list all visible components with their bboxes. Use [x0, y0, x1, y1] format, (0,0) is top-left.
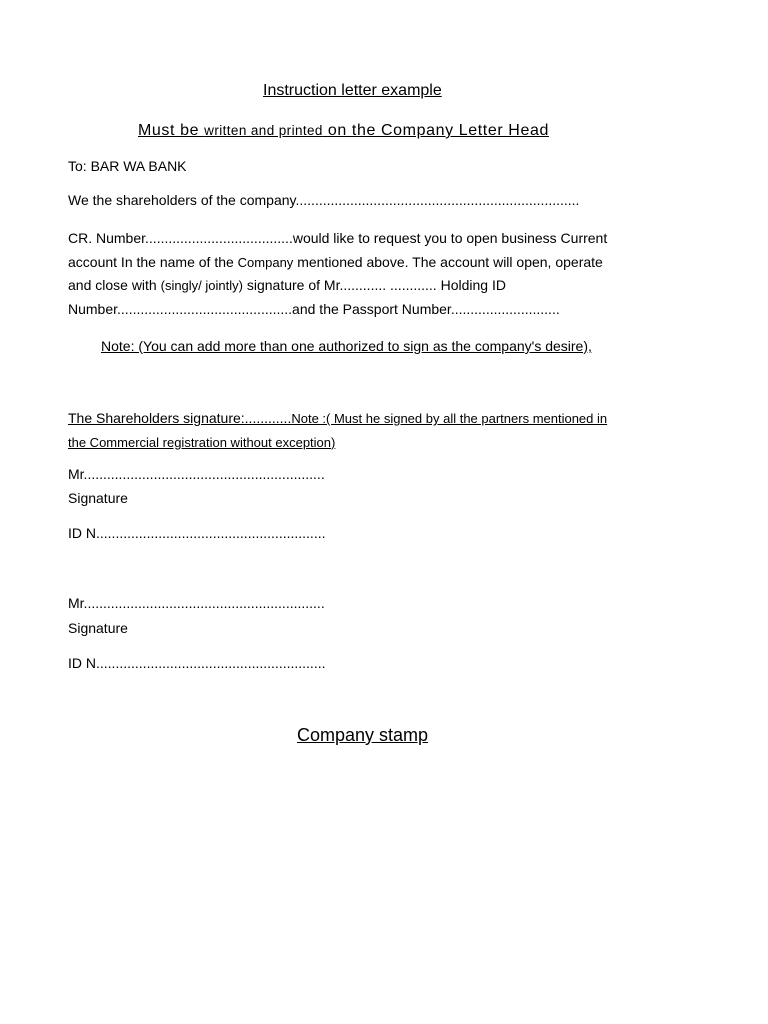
- signatory-2-signature: Signature: [68, 620, 128, 636]
- paragraph-line-3: [68, 274, 688, 298]
- subtitle-part-1: Must be: [138, 122, 205, 139]
- signatory-1-signature: Signature: [68, 490, 128, 506]
- signature-note-block: [68, 407, 688, 454]
- recipient-line: To: BAR WA BANK: [68, 158, 187, 174]
- signature-note-text-1: Note :( Must he signed by all the partners mentioned in: [291, 411, 608, 426]
- paragraph-line-3a: and close with: [68, 277, 161, 293]
- shareholders-line: We the shareholders of the company.........................................................................: [68, 192, 580, 208]
- request-paragraph: [68, 227, 688, 321]
- paragraph-line-2c: mentioned above. The account will open, operate: [293, 253, 603, 270]
- signature-note-line-1: [68, 407, 688, 431]
- paragraph-line-4: Number.............................................and the Passport Number............................: [68, 300, 560, 317]
- paragraph-line-2: [68, 251, 688, 275]
- paragraph-line-2a: account In the name of the: [68, 253, 238, 270]
- document-title: Instruction letter example: [263, 82, 442, 99]
- company-stamp-label: Company stamp: [297, 725, 429, 745]
- paragraph-line-3b: (singly/ jointly): [160, 278, 243, 293]
- paragraph-line-3c: signature of Mr............ ............ Holding ID: [242, 277, 506, 293]
- subtitle-part-2: written and printed: [204, 123, 323, 138]
- paragraph-line-1: CR. Number......................................would like to request you to open business Current: [68, 230, 608, 246]
- signatory-2-mr: Mr..............................................................: [68, 595, 325, 611]
- signature-note-line-2: the Commercial registration without exception): [68, 434, 336, 450]
- authorization-note: Note: (You can add more than one authorized to sign as the company's desire),: [101, 338, 592, 354]
- signatory-1-id: ID N...........................................................: [68, 525, 326, 541]
- paragraph-line-2b: Company: [237, 254, 294, 270]
- shareholders-signature-label: The Shareholders signature:............: [68, 410, 292, 426]
- letterhead-instruction: [138, 122, 549, 140]
- subtitle-part-3: on the Company Letter Head: [322, 122, 549, 139]
- signatory-2-id: ID N...........................................................: [68, 655, 326, 671]
- signatory-1-mr: Mr..............................................................: [68, 466, 325, 482]
